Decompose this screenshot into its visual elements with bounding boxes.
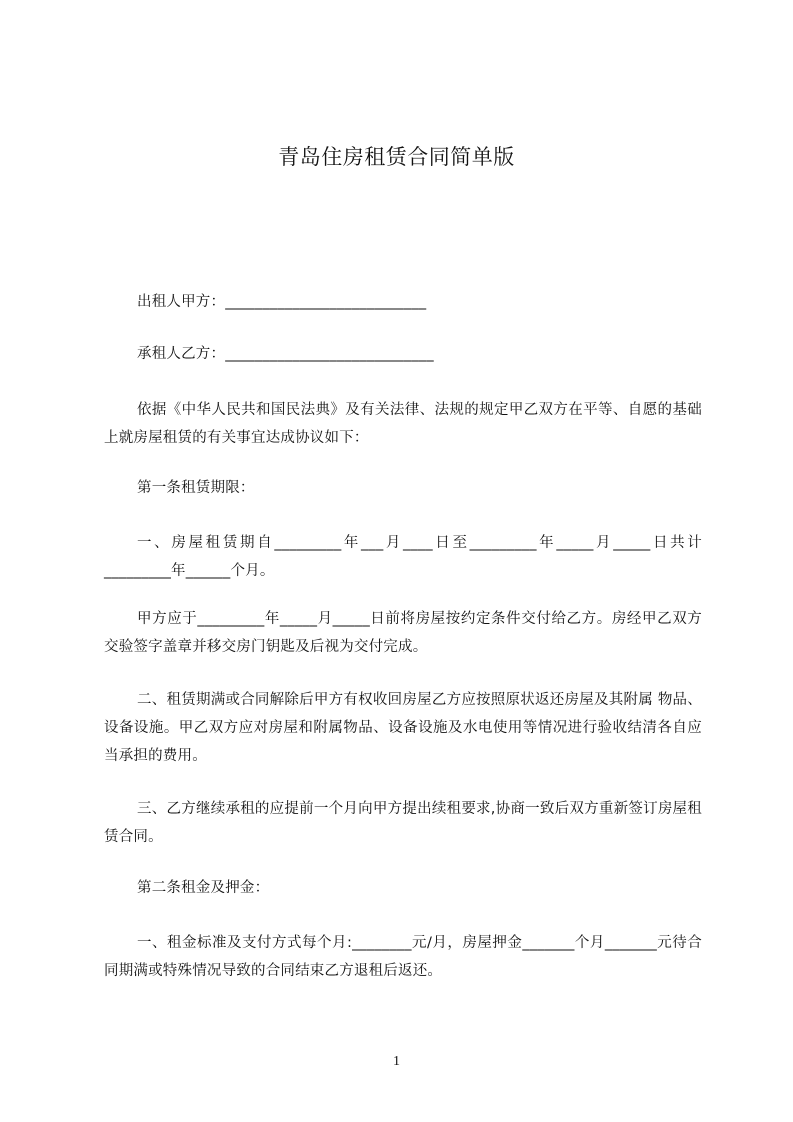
preamble-paragraph: 依据《中华人民共和国民法典》及有关法律、法规的规定甲乙双方在平等、自愿的基础上就房屋租赁的有关事宜达成协议如下： xyxy=(104,402,702,446)
article-1-clause-2: 二、租赁期满或合同解除后甲方有权收回房屋乙方应按照原状返还房屋及其附属 物品、设备设施。甲乙双方应对房屋和附属物品、设备设施及水电使用等情况进行验收结清各自应当承担的费用。 xyxy=(104,692,702,764)
page-number: 1 xyxy=(393,1054,400,1069)
article-2-clause-1: 一、租金标准及支付方式每个月:________元/月，房屋押金_______个月_______元待合同期满或特殊情况导致的合同结束乙方退租后返还。 xyxy=(104,935,702,979)
article-1-delivery-paragraph: 甲方应于_________年_____月_____日前将房屋按约定条件交付给乙方。房经甲乙双方交验签字盖章并移交房门钥匙及后视为交付完成。 xyxy=(104,611,702,655)
article-1-clause-3: 三、乙方继续承租的应提前一个月向甲方提出续租要求,协商一致后双方重新签订房屋租赁合同。 xyxy=(104,801,702,845)
lessor-party-a-line: 出租人甲方：___________________________ xyxy=(137,294,427,310)
document-title: 青岛住房租赁合同简单版 xyxy=(278,145,515,169)
article-2-heading: 第二条租金及押金： xyxy=(137,880,270,896)
lessee-party-b-line: 承租人乙方：____________________________ xyxy=(137,346,434,362)
article-1-heading: 第一条租赁期限： xyxy=(137,480,255,496)
article-1-clause-1: 一、房屋租赁期自_________年___月____日至_________年_____月_____日共计_________年______个月。 xyxy=(104,535,702,579)
